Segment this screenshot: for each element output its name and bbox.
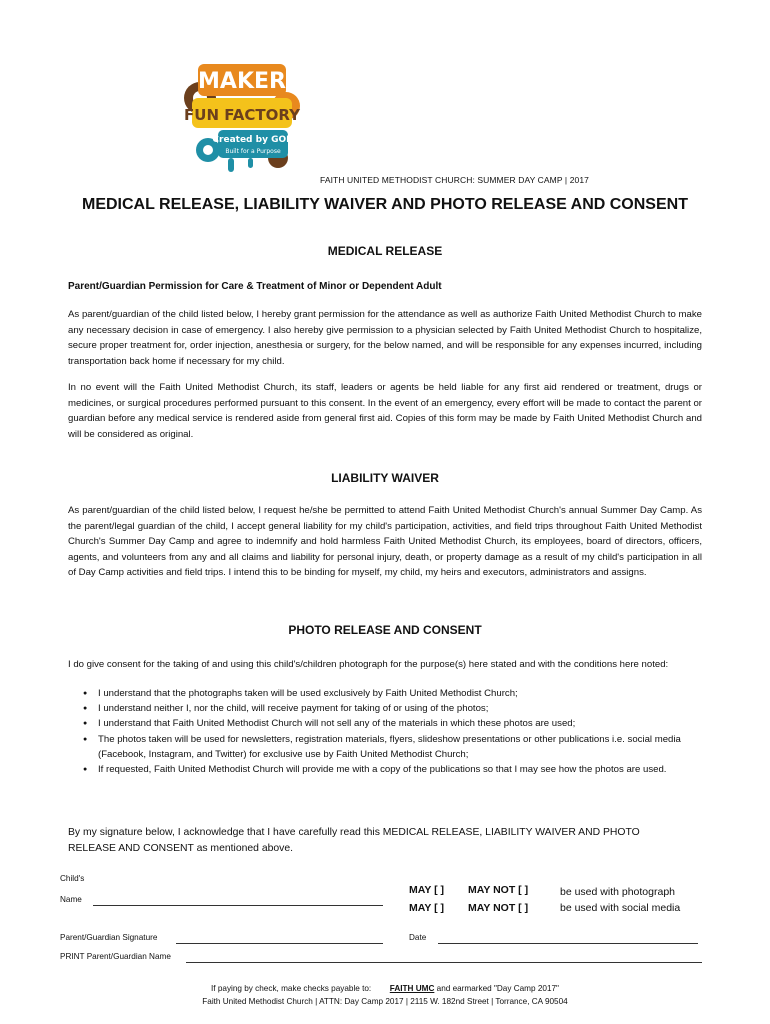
date-label: Date [409, 933, 427, 942]
childs-label: Child's [60, 874, 85, 883]
name-label: Name [60, 895, 82, 904]
payment-note [0, 984, 770, 993]
logo-line2: FUN FACTORY [184, 106, 300, 124]
payment-note-suffix: and earmarked "Day Camp 2017" [434, 984, 559, 993]
medical-subheading: Parent/Guardian Permission for Care & Treatment of Minor or Dependent Adult [68, 281, 442, 292]
list-item: ● I understand that Faith United Methodist Church will not sell any of the materials in which these photos are used; [98, 716, 728, 731]
header-line: FAITH UNITED METHODIST CHURCH: SUMMER DAY CAMP | 2017 [320, 175, 589, 185]
may-not-photograph-checkbox[interactable]: MAY NOT [ ] [468, 884, 529, 896]
photograph-option-label: be used with photograph [560, 886, 676, 898]
liability-waiver-heading: LIABILITY WAIVER [331, 471, 439, 485]
signature-label: Parent/Guardian Signature [60, 933, 158, 942]
logo-tagline2: Built for a Purpose [225, 148, 281, 155]
list-item: ● I understand neither I, nor the child, will receive payment for taking of or using of the photos; [98, 701, 728, 716]
payment-note-prefix: If paying by check, make checks payable to: [211, 984, 372, 993]
payee-name: FAITH UMC [389, 984, 435, 993]
signature-field[interactable] [176, 943, 383, 944]
list-item: ● The photos taken will be used for newsletters, registration materials, flyers, slideshow presentations or other publications i.e. social media (Facebook, Instagram, and Twitter) for exclusive use by Faith United Methodist Church; [98, 732, 728, 762]
print-name-field[interactable] [186, 962, 702, 963]
medical-paragraph-2: In no event will the Faith United Methodist Church, its staff, leaders or agents be held liable for any first aid rendered or treatment, drugs or medicines, or surgical procedures performed pursuant to this consent. In the event of an emergency, every effort will be made to contact the parent or guardian before any medical service is rendered aside from general first aid. Copies of this form may be made by Faith United Methodist Church and will be considered as original. [68, 382, 702, 440]
photo-intro: I do give consent for the taking of and using this child's/children photograph for the purpose(s) here stated and with the conditions here noted: [68, 659, 669, 670]
photo-conditions-list [68, 686, 728, 777]
date-field[interactable] [438, 943, 698, 944]
logo-tagline1: Created by GOD [212, 135, 294, 145]
footer-address: Faith United Methodist Church | ATTN: Day Camp 2017 | 2115 W. 182nd Street | Torrance, CA 90504 [202, 997, 568, 1006]
may-social-media-checkbox[interactable]: MAY [ ] [409, 902, 445, 914]
photo-release-heading: PHOTO RELEASE AND CONSENT [288, 623, 482, 637]
liability-paragraph: As parent/guardian of the child listed below, I request he/she be permitted to attend Faith United Methodist Church's annual Summer Day Camp. As the parent/legal guardian of the child, I accept general liability for my child's participation, activities, and field trips throughout Faith United Methodist Church's Summer Day Camp and agree to indemnify and hold harmless Faith United Methodist Church, its employees, board of directors, officers, agents, and volunteers from any and all claims and liability for personal injury, death, or property damage as a result of my child's participation in all of Day Camp activities and field trips. I intend this to be binding for myself, my child, my heirs and executors, administrators and assigns. [68, 505, 702, 579]
child-name-field[interactable] [93, 905, 383, 906]
logo-line1: MAKER [198, 69, 286, 94]
may-photograph-checkbox[interactable]: MAY [ ] [409, 884, 445, 896]
may-not-social-media-checkbox[interactable]: MAY NOT [ ] [468, 902, 529, 914]
acknowledgement-text: By my signature below, I acknowledge that I have carefully read this MEDICAL RELEASE, LIABILITY WAIVER AND PHOTO RELEASE AND CONSENT as mentioned above. [68, 827, 640, 854]
medical-paragraph-1: As parent/guardian of the child listed below, I hereby grant permission for the attendance as well as authorize Faith United Methodist Church to make any necessary decision in case of emergency. I also hereby give permission to a physician selected by Faith United Methodist Church to hospitalize, secure proper treatment for, order injection, anesthesia or surgery, for the below named, and will be responsible for any expenses incurred, including transportation back home if necessary for my child. [68, 309, 702, 367]
medical-release-heading: MEDICAL RELEASE [327, 244, 443, 258]
print-name-label: PRINT Parent/Guardian Name [60, 952, 171, 961]
social-media-option-label: be used with social media [560, 902, 681, 914]
maker-fun-factory-logo [178, 58, 308, 178]
list-item: ● I understand that the photographs taken will be used exclusively by Faith United Methodist Church; [98, 686, 728, 701]
list-item: ● If requested, Faith United Methodist Church will provide me with a copy of the publications so that I may see how the photos are used. [98, 762, 728, 777]
document-title: MEDICAL RELEASE, LIABILITY WAIVER AND PHOTO RELEASE AND CONSENT [82, 196, 688, 213]
